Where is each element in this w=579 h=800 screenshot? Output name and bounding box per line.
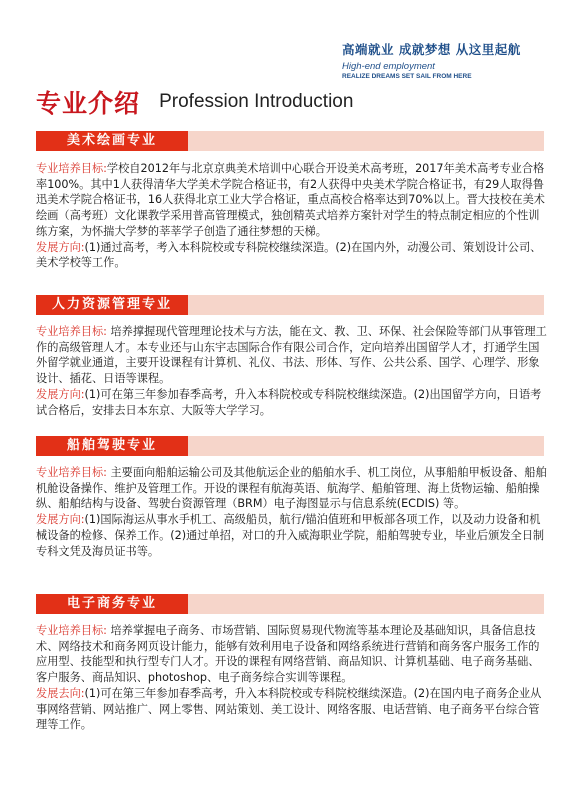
section-title: 美术绘画专业	[36, 131, 188, 151]
goal-label: 专业培养目标:	[36, 162, 107, 175]
page-title	[36, 84, 353, 120]
goal-text: 主要面向船舶运输公司及其他航运企业的船舶水手、机工岗位，从事船舶甲板设备、船舶机舱设备操作、维护及管理工作。开设的课程有航海英语、航海学、船舶管理、海上货物运输、船舶操纵、船舶结构与设备、驾驶台资源管理（BRM）电子海图显示与信息系统(ECDIS) 等。	[36, 466, 547, 511]
goal-text: 培养掌握电子商务、市场营销、国际贸易现代物流等基本理论及基础知识，具备信息技术、网络技术和商务网页设计能力，能够有效利用电子设备和网络系统进行营销和商务客户服务工作的应用型、技能型和执行型专门人才。开设的课程有网络营销、商品知识、计算机基础、电子商务基础、客户服务、商品知识、photoshop、电子商务综合实训等课程。	[36, 624, 540, 685]
section-header-art	[36, 131, 544, 151]
goal-text: 培养撑握现代管理理论技术与方法，能在文、教、卫、环保、社会保险等部门从事管理工作的高级管理人才。本专业还与山东宇志国际合作有限公司合作，定向培养出国留学人才，打通学生国外留学就业通道，主要开设课程有计算机、礼仪、书法、形体、写作、公共公系、国学、心理学、形象设计、插花、日语等课程。	[36, 325, 547, 386]
goal-label: 专业培养目标:	[36, 624, 107, 637]
goal-text: 学校自2012年与北京京典美术培训中心联合开设美术高考班，2017年美术高考专业合格率100%。其中1人获得清华大学美术学院合格证书，有2人获得中央美术学院合格证书，有29人取得鲁迅美术学院合格证书，16人获得北京工业大学合格证，重点高校合格率达到70%以上。晋大技校在美术绘画（高考班）文化课教学采用普高管理模式，独创精英式培养方案针对学生的特点制定相应的个性训练方案，为怀揣大学梦的莘莘学子创造了通往梦想的天梯。	[36, 162, 545, 238]
section-title: 人力资源管理专业	[36, 295, 188, 315]
training-goal	[36, 623, 548, 686]
page-title-cn: 专业介绍	[36, 89, 141, 118]
section-header-ecommerce	[36, 594, 544, 614]
section-body-ship	[36, 465, 548, 559]
section-body-art	[36, 161, 548, 271]
direction-label: 发展方向:	[36, 513, 85, 527]
page-title-en: Profession Introduction	[159, 91, 354, 112]
development-direction	[36, 240, 548, 271]
brand-slogan: 高端就业 成就梦想 从这里起航	[342, 42, 521, 57]
section-header-hr	[36, 295, 544, 315]
brand-english-tagline: REALIZE DREAMS SET SAIL FROM HERE	[342, 73, 472, 80]
direction-label: 发展方向:	[36, 387, 85, 401]
section-body-ecommerce	[36, 623, 548, 733]
direction-text: (1)通过高考，考入本科院校或专科院校继续深造。(2)在国内外，动漫公司、策划设计公司、美术学校等工作。	[36, 240, 542, 270]
direction-text: (1)可在第三年参加春季高考，升入本科院校或专科院校继续深造。(2)出国留学方向，日语考试合格后，安排去日本东京、大阪等大学学习。	[36, 387, 542, 417]
training-goal	[36, 324, 548, 387]
goal-label: 专业培养目标:	[36, 325, 107, 338]
direction-label: 发展方向:	[36, 240, 85, 254]
brand-block	[342, 40, 542, 80]
section-body-hr	[36, 324, 548, 418]
direction-label: 发展去向:	[36, 686, 85, 700]
direction-text: (1)国际海运从事水手机工、高级船员，航行/锚泊值班和甲板部各项工作，以及动力设备和机械设备的检修、保养工作。(2)通过单招，对口的升入威海职业学院，船舶驾驶专业，毕业后颁发全日制专科文凭及海员证书等。	[36, 513, 545, 558]
development-direction	[36, 512, 548, 559]
training-goal	[36, 465, 548, 512]
brand-english-line: High-end employment	[342, 61, 435, 72]
goal-label: 专业培养目标:	[36, 466, 107, 479]
training-goal	[36, 161, 548, 240]
section-title: 船舶驾驶专业	[36, 436, 188, 456]
development-direction	[36, 387, 548, 418]
section-header-ship	[36, 436, 544, 456]
direction-text: (1)可在第三年参加春季高考，升入本科院校或专科院校继续深造。(2)在国内电子商务企业从事网络营销、网站推广、网上零售、网站策划、美工设计、网络客服、电话营销、电子商务平台综合管理等工作。	[36, 686, 542, 732]
development-direction	[36, 686, 548, 733]
section-title: 电子商务专业	[36, 594, 188, 614]
